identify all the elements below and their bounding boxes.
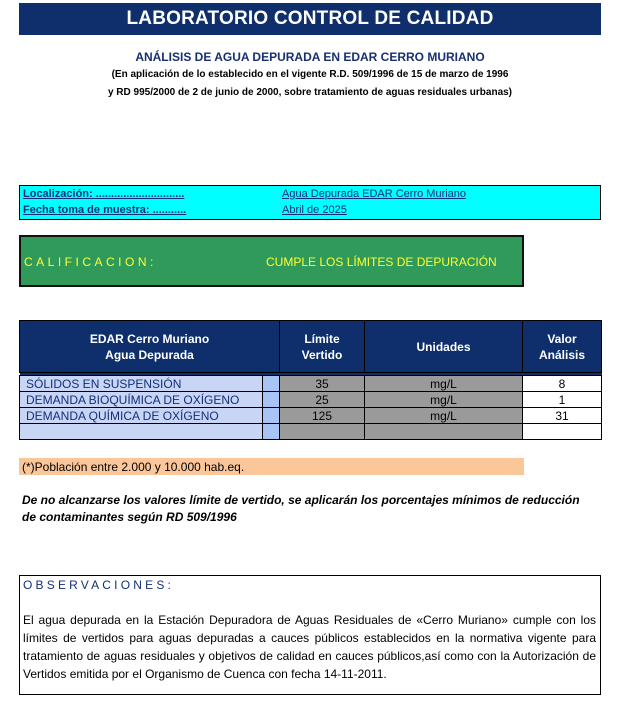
calificacion-label: CALIFICACION: — [24, 255, 157, 269]
analysis-value: 8 — [523, 376, 602, 392]
observations-text: El agua depurada en la Estación Depuradora de Aguas Residuales de «Cerro Muriano» cumple con los límites de vertidos para aguas depuradas a cauces públicos establecidos en la normativa vigente para tratamiento de aguas residuales y objetivos de calidad en cauces públicos,así como con la Autorización de Vertidos emitida por el Organismo de Cuenca con fecha 14-11-2011. — [23, 613, 596, 681]
header-value — [523, 321, 602, 373]
header-limit — [280, 321, 365, 373]
table-header-row — [20, 321, 602, 373]
calificacion-value: CUMPLE LOS LÍMITES DE DEPURACIÓN — [266, 255, 497, 269]
location-value: Agua Depurada EDAR Cerro Muriano — [282, 188, 467, 200]
observations-title: OBSERVACIONES: — [23, 578, 175, 592]
report-subtitle: ANÁLISIS DE AGUA DEPURADA EN EDAR CERRO MURIANO — [135, 50, 485, 64]
analysis-value: 1 — [523, 392, 602, 408]
parameter-name — [20, 424, 263, 440]
table-row — [20, 392, 602, 408]
header-limit-line2: Vertido — [301, 347, 343, 362]
parameter-name: SÓLIDOS EN SUSPENSIÓN — [20, 376, 263, 392]
legal-note-line-2: y RD 995/2000 de 2 de junio de 2000, sobre tratamiento de aguas residuales urbanas) — [107, 87, 513, 98]
warning-line-2: de contaminantes según RD 509/1996 — [22, 510, 237, 524]
units-value — [365, 424, 523, 440]
observations-box — [19, 575, 601, 695]
header-units: Unidades — [365, 321, 523, 373]
limit-value: 125 — [280, 408, 365, 424]
header-parameter-line2: Agua Depurada — [105, 347, 194, 362]
header-limit-line1: Límite — [304, 331, 340, 346]
warning-line-1: De no alcanzarse los valores límite de vertido, se aplicarán los porcentajes mínimos de reducción — [22, 493, 580, 507]
units-value: mg/L — [365, 392, 523, 408]
table-row — [20, 408, 602, 424]
results-table — [19, 320, 602, 440]
sample-date-value: Abril de 2025 — [282, 204, 347, 216]
table-row — [20, 376, 602, 392]
table-row — [20, 424, 602, 440]
parameter-name: DEMANDA BIOQUÍMICA DE OXÍGENO — [20, 392, 263, 408]
location-label: Localización: ............................. — [23, 188, 185, 200]
analysis-value — [523, 424, 602, 440]
limit-value: 35 — [280, 376, 365, 392]
population-note: (*)Población entre 2.000 y 10.000 hab.eq. — [19, 458, 524, 475]
warning-text — [22, 492, 622, 526]
analysis-value: 31 — [523, 408, 602, 424]
limit-value: 25 — [280, 392, 365, 408]
sample-info-box — [19, 185, 601, 220]
page-title: LABORATORIO CONTROL DE CALIDAD — [19, 3, 601, 35]
legal-note-line-1: (En aplicación de lo establecido en el vigente R.D. 509/1996 de 15 de marzo de 1996 — [111, 69, 509, 80]
parameter-name: DEMANDA QUÍMICA DE OXÍGENO — [20, 408, 263, 424]
units-value: mg/L — [365, 376, 523, 392]
header-parameter — [20, 321, 280, 373]
limit-value — [280, 424, 365, 440]
calificacion-box — [19, 235, 524, 287]
sample-date-label: Fecha toma de muestra: ........... — [23, 204, 187, 216]
units-value: mg/L — [365, 408, 523, 424]
header-parameter-line1: EDAR Cerro Muriano — [89, 331, 210, 346]
header-value-line1: Valor — [547, 331, 577, 346]
header-value-line2: Análisis — [538, 347, 586, 362]
